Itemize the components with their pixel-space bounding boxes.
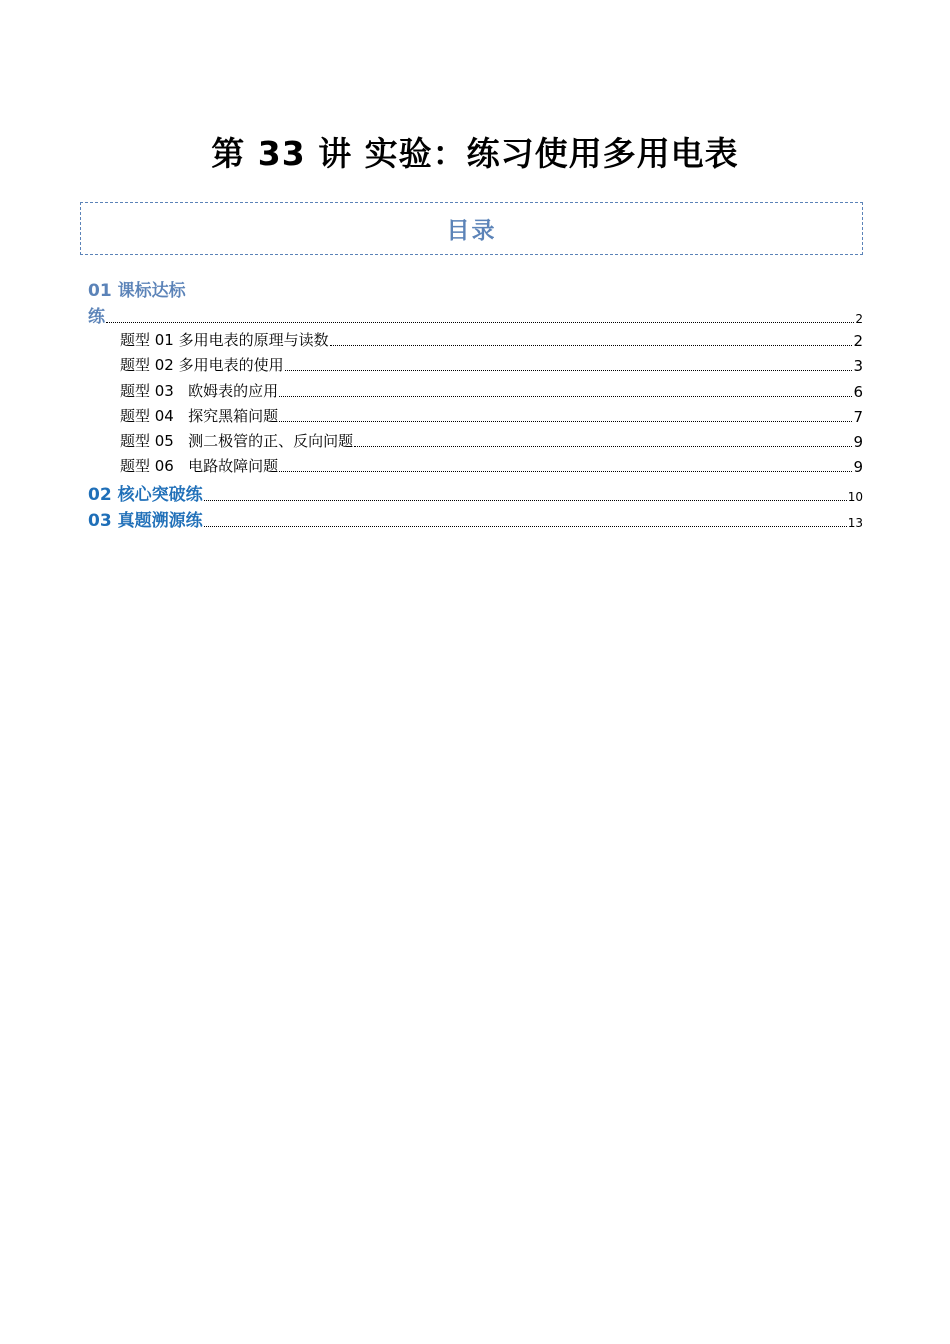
- toc-entry-section-03[interactable]: [88, 506, 863, 531]
- toc-leader-dots: [330, 344, 853, 346]
- document-title: 第 33 讲 实验：练习使用多用电表: [211, 134, 739, 173]
- toc-entry-type-02[interactable]: [120, 354, 863, 375]
- toc-entry-type-03[interactable]: [120, 380, 863, 401]
- toc-page-number: 10: [847, 490, 863, 504]
- toc-heading: 目录: [446, 218, 497, 244]
- toc-entry-label: 题型 04 探究黑箱问题: [120, 407, 279, 425]
- toc-entry-section-02[interactable]: [88, 480, 863, 505]
- toc-page-number: 6: [853, 383, 863, 401]
- toc-heading-box: [80, 202, 863, 255]
- toc-section-01-label-line2: 练: [88, 307, 105, 327]
- toc-entry-section-01[interactable]: [88, 302, 863, 327]
- toc-page-number: 9: [853, 433, 863, 451]
- toc-page-number: 9: [853, 458, 863, 476]
- toc-entry-label: 题型 02 多用电表的使用: [120, 356, 284, 374]
- toc-page-number: 7: [853, 408, 863, 426]
- toc-entry-label: 题型 03 欧姆表的应用: [120, 382, 279, 400]
- toc-page-number: 13: [847, 516, 863, 530]
- toc-page-number: 3: [853, 357, 863, 375]
- toc-page-number: 2: [855, 312, 863, 326]
- toc-leader-dots: [279, 420, 852, 422]
- toc-leader-dots: [354, 445, 852, 447]
- toc-leader-dots: [106, 321, 854, 323]
- toc-leader-dots: [204, 499, 847, 501]
- toc-entry-label: 题型 05 测二极管的正、反向问题: [120, 432, 354, 450]
- toc-leader-dots: [279, 470, 852, 472]
- toc-leader-dots: [285, 369, 853, 371]
- toc-leader-dots: [279, 395, 852, 397]
- toc-entry-type-05[interactable]: [120, 430, 863, 451]
- toc-entry-label: 题型 06 电路故障问题: [120, 457, 279, 475]
- toc-leader-dots: [204, 525, 847, 527]
- toc-section-01-label-line1[interactable]: 01 课标达标: [88, 281, 186, 301]
- toc-entry-label: 02 核心突破练: [88, 485, 203, 505]
- toc-entry-type-04[interactable]: [120, 405, 863, 426]
- toc-entry-type-01[interactable]: [120, 329, 863, 350]
- toc-entry-type-06[interactable]: [120, 455, 863, 476]
- toc-entry-label: 03 真题溯源练: [88, 511, 203, 531]
- toc-entry-label: 题型 01 多用电表的原理与读数: [120, 331, 329, 349]
- toc-page-number: 2: [853, 332, 863, 350]
